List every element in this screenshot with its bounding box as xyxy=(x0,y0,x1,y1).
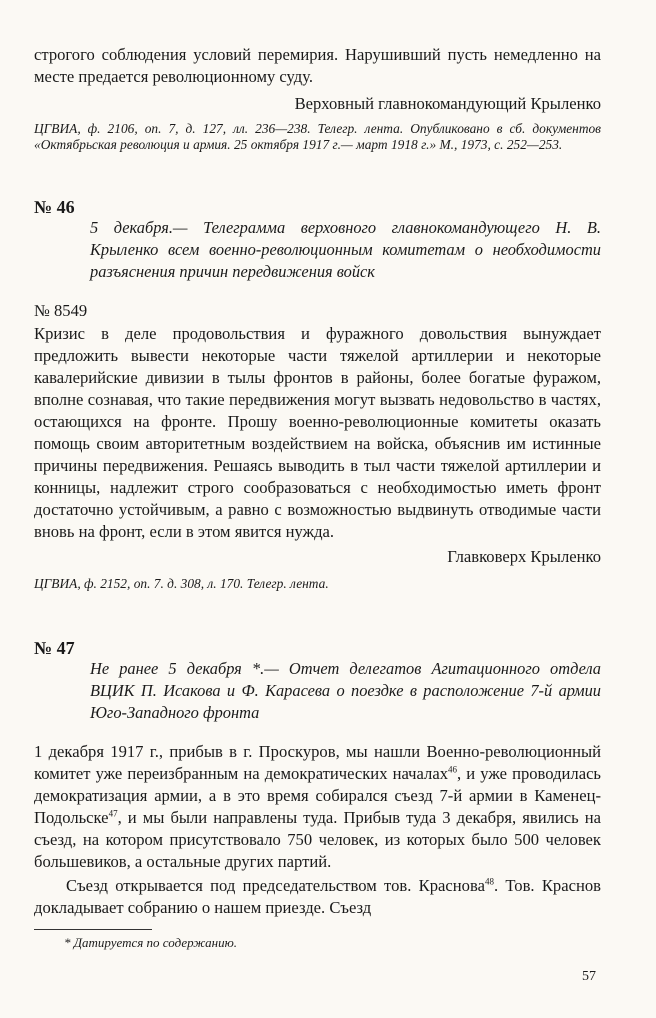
document-number-47: № 47 xyxy=(34,638,75,658)
source-citation-top: ЦГВИА, ф. 2106, оп. 7, д. 127, лл. 236—238. Телегр. лента. Опубликовано в сб. документов «Октябрьская революция и армия. 25 октября 1917 г.— март 1918 г.» М., 1973, с. 252—253. xyxy=(34,121,601,152)
continued-paragraph: строгого соблюдения условий перемирия. Нарушивший пусть немедленно на месте предается революционному суду. xyxy=(34,45,601,86)
document-heading-46: 5 декабря.— Телеграмма верховного главнокомандующего Н. В. Крыленко всем военно-революционным комитетам о необходимости разъяснения причин передвижения войск xyxy=(90,218,601,281)
signature-46: Главковерх Крыленко xyxy=(447,547,601,566)
paragraph-2-part-b: . Тов. Краснов докладывает собранию о нашем приезде. Съезд xyxy=(34,876,601,917)
footnote-ref-48: 48 xyxy=(484,876,494,887)
paragraph-1-part-a: 1 декабря 1917 г., прибыв в г. Проскуров, мы нашли Военно-революционный комитет уже переизбранным на демократических началах xyxy=(34,742,601,783)
paragraph-1-part-c: , и мы были направлены туда. Прибыв туда 3 декабря, явились на съезд, на котором присутствовало 750 человек, из которых было 500 человек большевиков, а остальные других партий. xyxy=(34,808,601,871)
footnote-divider xyxy=(34,929,152,930)
telegram-number: № 8549 xyxy=(34,301,88,320)
paragraph-2-part-a: Съезд открывается под председательством тов. Краснова xyxy=(66,876,485,895)
footnote-text: * Датируется по содержанию. xyxy=(64,935,238,950)
signature-top: Верховный главнокомандующий Крыленко xyxy=(294,94,601,113)
document-heading-47: Не ранее 5 декабря *.— Отчет делегатов Агитационного отдела ВЦИК П. Исакова и Ф. Карасева о поездке в расположение 7-й армии Юго-Западного фронта xyxy=(90,659,601,722)
document-body-47-paragraph-1 xyxy=(34,741,601,873)
footnote-ref-47: 47 xyxy=(108,808,118,819)
document-body-46: Кризис в деле продовольствия и фуражного довольствия вынуждает предложить вывести некоторые части тяжелой артиллерии и некоторые кавалерийские дивизии в тылы фронтов в районы, более богатые фуражом, вполне сознавая, что такие передвижения могут вызвать недовольство в частях, остающихся на фронте. Прошу военно-революционные комитеты оказать помощь своим авторитетным воздействием на войска, объяснив им истинные причины передвижения. Решаясь выводить в тыл части тяжелой артиллерии и конницы, надлежит строго сообразоваться с необходимостью иметь фронт достаточно устойчивым, а равно с возможностью выдвинуть отводимые части вновь на фронт, если в этом явится нужда. xyxy=(34,324,601,541)
paragraph-1-part-b: , и уже проводилась демократизация армии, а в это время собирался съезд 7-й армии в Каменец-Подольске xyxy=(34,764,601,827)
source-citation-46: ЦГВИА, ф. 2152, оп. 7. д. 308, л. 170. Телегр. лента. xyxy=(34,576,329,591)
document-page xyxy=(34,44,601,951)
document-number-46: № 46 xyxy=(34,197,75,217)
footnote-ref-46: 46 xyxy=(448,764,457,775)
page-number: 57 xyxy=(582,969,596,984)
document-body-47-paragraph-2 xyxy=(34,875,601,919)
